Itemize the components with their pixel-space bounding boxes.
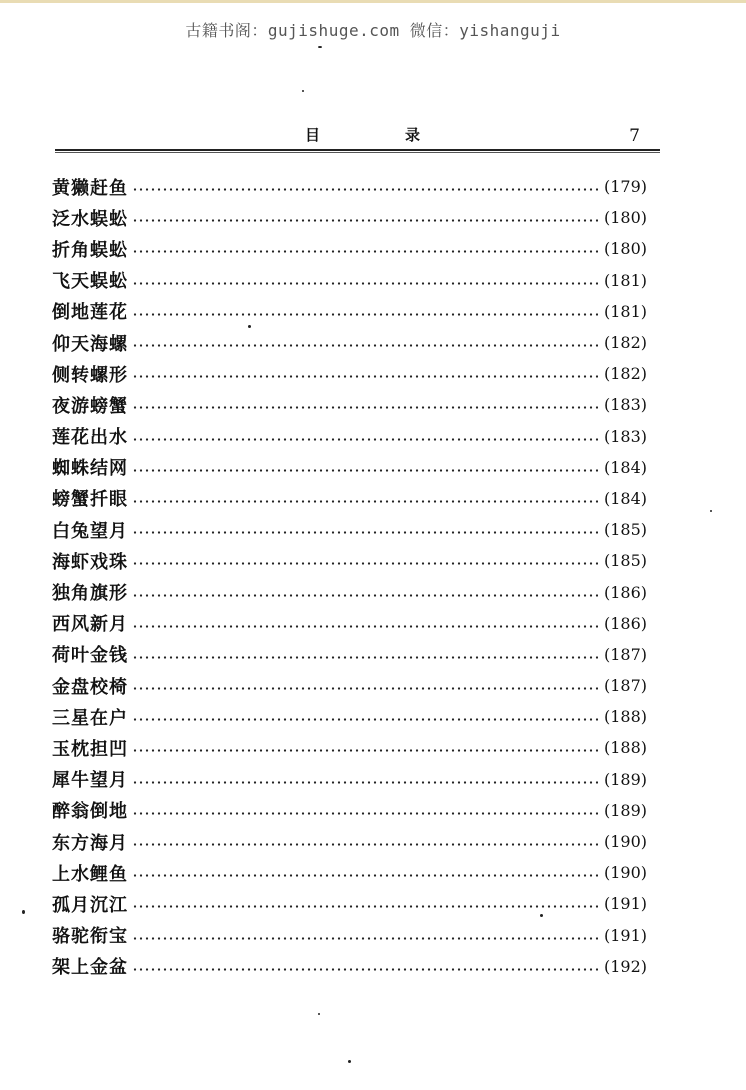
toc-entry <box>52 452 662 483</box>
watermark-text: 古籍书阁：gujishuge.com 微信：yishanguji <box>185 21 561 40</box>
toc-entry <box>52 202 662 233</box>
toc-entry-page: (184) <box>604 457 648 477</box>
dot-leader <box>132 282 598 285</box>
toc-entry-title: 海虾戏珠 <box>52 551 128 573</box>
toc-entry-title: 仰天海螺 <box>52 333 128 355</box>
toc-entry-page: (184) <box>604 488 648 508</box>
toc-entry-page: (179) <box>604 177 648 197</box>
scan-speck <box>710 510 712 512</box>
toc-entry-title: 金盘校椅 <box>52 676 128 698</box>
toc-entry-page: (186) <box>604 613 648 633</box>
toc-entry-page: (189) <box>604 769 648 789</box>
toc-entry-title: 白兔望月 <box>52 520 128 542</box>
toc-entry-title: 泛水蜈蚣 <box>52 208 128 230</box>
toc-entry <box>52 171 662 202</box>
toc-entry-title: 螃蟹扦眼 <box>52 489 128 511</box>
dot-leader <box>132 781 598 784</box>
toc-entry <box>52 296 662 327</box>
dot-leader <box>132 531 598 534</box>
toc-entry <box>52 327 662 358</box>
toc-entry <box>52 389 662 420</box>
toc-entry-page: (188) <box>604 738 648 758</box>
toc-entry-title: 莲花出水 <box>52 427 128 449</box>
toc-entry-page: (180) <box>604 208 648 228</box>
toc-entry-page: (181) <box>604 301 648 321</box>
scan-speck <box>348 1060 351 1063</box>
toc-entry-title: 玉枕担凹 <box>52 738 128 760</box>
dot-leader <box>132 812 598 815</box>
toc-entry-page: (183) <box>604 395 648 415</box>
toc-entry <box>52 701 662 732</box>
toc-entry-page: (187) <box>604 644 648 664</box>
toc-entry <box>52 857 662 888</box>
scan-speck <box>22 910 25 914</box>
toc-entry-title: 西风新月 <box>52 614 128 636</box>
dot-leader <box>132 968 598 971</box>
toc-entry-title: 骆驼衔宝 <box>52 926 128 948</box>
toc-entry-title: 醉翁倒地 <box>52 801 128 823</box>
dot-leader <box>132 562 598 565</box>
toc-entry <box>52 764 662 795</box>
toc-entry-page: (190) <box>604 832 648 852</box>
toc-entry-title: 犀牛望月 <box>52 770 128 792</box>
page-header <box>55 120 660 150</box>
toc-entry-page: (180) <box>604 239 648 259</box>
toc-entry-title: 三星在户 <box>52 707 128 729</box>
dot-leader <box>132 905 598 908</box>
dot-leader <box>132 469 598 472</box>
toc-entry <box>52 639 662 670</box>
dot-leader <box>132 250 598 253</box>
toc-entry-page: (188) <box>604 707 648 727</box>
toc-entry <box>52 670 662 701</box>
dot-leader <box>132 344 598 347</box>
toc-entry-page: (182) <box>604 364 648 384</box>
toc-entry-page: (182) <box>604 333 648 353</box>
dot-leader <box>132 438 598 441</box>
dot-leader <box>132 188 598 191</box>
toc-entry <box>52 920 662 951</box>
dot-leader <box>132 937 598 940</box>
dot-leader <box>132 406 598 409</box>
toc-entry-title: 夜游螃蟹 <box>52 395 128 417</box>
toc-entry <box>52 233 662 264</box>
toc-entry-page: (190) <box>604 863 648 883</box>
dot-leader <box>132 375 598 378</box>
toc-entry <box>52 732 662 763</box>
dot-leader <box>132 874 598 877</box>
toc-entry <box>52 795 662 826</box>
toc-entry-title: 架上金盆 <box>52 957 128 979</box>
dot-leader <box>132 219 598 222</box>
scan-speck <box>302 90 304 92</box>
toc-entry-page: (181) <box>604 270 648 290</box>
toc-entry-title: 侧转螺形 <box>52 364 128 386</box>
header-title-part1: 目 <box>305 126 321 144</box>
toc-entry-title: 飞天蜈蚣 <box>52 271 128 293</box>
toc-entry <box>52 514 662 545</box>
table-of-contents <box>52 171 662 982</box>
top-border <box>0 0 746 3</box>
toc-entry <box>52 608 662 639</box>
toc-entry-page: (185) <box>604 551 648 571</box>
toc-entry <box>52 888 662 919</box>
toc-entry <box>52 951 662 982</box>
toc-entry <box>52 826 662 857</box>
scan-speck <box>248 325 251 328</box>
toc-entry-title: 上水鲤鱼 <box>52 863 128 885</box>
toc-entry <box>52 358 662 389</box>
toc-entry-title: 折角蜈蚣 <box>52 239 128 261</box>
toc-entry-page: (183) <box>604 426 648 446</box>
toc-entry-title: 蜘蛛结网 <box>52 458 128 480</box>
dot-leader <box>132 500 598 503</box>
dot-leader <box>132 625 598 628</box>
toc-entry-title: 倒地莲花 <box>52 302 128 324</box>
toc-entry-page: (185) <box>604 520 648 540</box>
dot-leader <box>132 313 598 316</box>
toc-entry <box>52 483 662 514</box>
page-number: 7 <box>629 126 640 146</box>
toc-entry <box>52 421 662 452</box>
toc-entry-page: (192) <box>604 956 648 976</box>
toc-entry <box>52 576 662 607</box>
dot-leader <box>132 687 598 690</box>
toc-entry-page: (186) <box>604 582 648 602</box>
toc-entry-page: (191) <box>604 894 648 914</box>
toc-entry-title: 孤月沉江 <box>52 894 128 916</box>
header-title-part2: 录 <box>405 126 421 144</box>
toc-entry-page: (191) <box>604 925 648 945</box>
dot-leader <box>132 843 598 846</box>
toc-entry <box>52 265 662 296</box>
header-rule <box>55 149 660 153</box>
scan-speck <box>318 1013 320 1015</box>
toc-entry-page: (187) <box>604 676 648 696</box>
dot-leader <box>132 749 598 752</box>
toc-entry-page: (189) <box>604 800 648 820</box>
dot-leader <box>132 594 598 597</box>
toc-entry-title: 黄獭赶鱼 <box>52 177 128 199</box>
toc-entry-title: 东方海月 <box>52 832 128 854</box>
dot-leader <box>132 656 598 659</box>
toc-entry-title: 独角旗形 <box>52 583 128 605</box>
scan-speck <box>318 46 322 48</box>
dot-leader <box>132 718 598 721</box>
scan-speck <box>540 914 543 917</box>
toc-entry-title: 荷叶金钱 <box>52 645 128 667</box>
toc-entry <box>52 545 662 576</box>
